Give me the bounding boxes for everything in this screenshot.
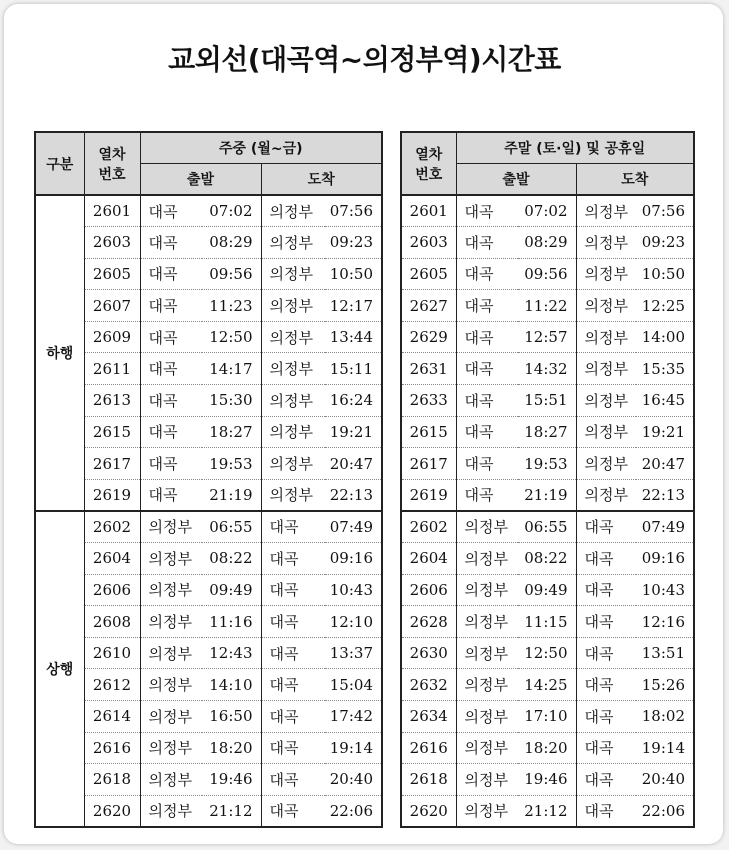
arrive-header: 도착 bbox=[261, 163, 382, 195]
arrive-time: 10:43 bbox=[325, 574, 382, 606]
table-row bbox=[35, 732, 382, 764]
depart-station: 의정부 bbox=[456, 637, 518, 669]
arrive-station: 의정부 bbox=[576, 479, 636, 511]
depart-station: 대곡 bbox=[456, 195, 518, 227]
table-row bbox=[35, 795, 382, 827]
train-number: 2609 bbox=[84, 321, 140, 353]
train-number: 2634 bbox=[401, 701, 456, 733]
arrive-station: 대곡 bbox=[576, 669, 636, 701]
table-row bbox=[35, 385, 382, 417]
depart-time: 19:46 bbox=[202, 764, 261, 796]
table-row bbox=[401, 479, 694, 511]
train-number: 2601 bbox=[401, 195, 456, 227]
depart-time: 06:55 bbox=[518, 511, 576, 543]
depart-time: 18:27 bbox=[518, 416, 576, 448]
depart-time: 12:43 bbox=[202, 637, 261, 669]
depart-header: 출발 bbox=[140, 163, 261, 195]
arrive-station: 대곡 bbox=[576, 637, 636, 669]
train-number: 2628 bbox=[401, 606, 456, 638]
depart-station: 대곡 bbox=[140, 416, 202, 448]
depart-time: 18:20 bbox=[202, 732, 261, 764]
depart-station: 의정부 bbox=[140, 764, 202, 796]
train-number: 2605 bbox=[84, 258, 140, 290]
train-number: 2617 bbox=[84, 448, 140, 480]
table-row bbox=[401, 669, 694, 701]
arrive-station: 대곡 bbox=[576, 732, 636, 764]
table-row bbox=[35, 511, 382, 543]
arrive-time: 17:42 bbox=[325, 701, 382, 733]
table-row bbox=[401, 795, 694, 827]
depart-time: 12:50 bbox=[202, 321, 261, 353]
depart-time: 12:50 bbox=[518, 637, 576, 669]
depart-station: 의정부 bbox=[140, 543, 202, 575]
train-number: 2619 bbox=[84, 479, 140, 511]
arrive-time: 15:35 bbox=[636, 353, 694, 385]
arrive-station: 대곡 bbox=[261, 764, 325, 796]
train-number: 2602 bbox=[84, 511, 140, 543]
depart-time: 16:50 bbox=[202, 701, 261, 733]
arrive-header: 도착 bbox=[576, 163, 694, 195]
arrive-station: 대곡 bbox=[261, 574, 325, 606]
table-row bbox=[401, 385, 694, 417]
table-row bbox=[401, 511, 694, 543]
depart-station: 대곡 bbox=[140, 385, 202, 417]
arrive-station: 대곡 bbox=[576, 574, 636, 606]
train-number: 2604 bbox=[401, 543, 456, 575]
arrive-station: 대곡 bbox=[261, 701, 325, 733]
depart-time: 11:22 bbox=[518, 290, 576, 322]
depart-station: 의정부 bbox=[140, 606, 202, 638]
table-row bbox=[401, 574, 694, 606]
depart-time: 09:49 bbox=[518, 574, 576, 606]
arrive-station: 의정부 bbox=[576, 448, 636, 480]
depart-station: 의정부 bbox=[456, 669, 518, 701]
train-number: 2620 bbox=[401, 795, 456, 827]
depart-time: 11:15 bbox=[518, 606, 576, 638]
table-row bbox=[401, 448, 694, 480]
depart-time: 08:22 bbox=[202, 543, 261, 575]
train-number: 2608 bbox=[84, 606, 140, 638]
depart-time: 11:23 bbox=[202, 290, 261, 322]
arrive-station: 대곡 bbox=[576, 606, 636, 638]
arrive-station: 대곡 bbox=[261, 543, 325, 575]
table-row bbox=[35, 669, 382, 701]
arrive-time: 09:23 bbox=[636, 227, 694, 259]
train-number: 2619 bbox=[401, 479, 456, 511]
table-row bbox=[35, 227, 382, 259]
arrive-time: 10:43 bbox=[636, 574, 694, 606]
arrive-time: 12:25 bbox=[636, 290, 694, 322]
table-row bbox=[401, 227, 694, 259]
arrive-station: 의정부 bbox=[261, 290, 325, 322]
depart-time: 19:53 bbox=[202, 448, 261, 480]
arrive-time: 12:17 bbox=[325, 290, 382, 322]
depart-time: 12:57 bbox=[518, 321, 576, 353]
arrive-station: 의정부 bbox=[261, 321, 325, 353]
arrive-time: 09:16 bbox=[325, 543, 382, 575]
depart-time: 08:29 bbox=[518, 227, 576, 259]
arrive-station: 의정부 bbox=[261, 227, 325, 259]
arrive-station: 의정부 bbox=[576, 353, 636, 385]
depart-station: 대곡 bbox=[140, 227, 202, 259]
table-row bbox=[401, 637, 694, 669]
arrive-time: 10:50 bbox=[636, 258, 694, 290]
weekend-timetable bbox=[400, 131, 695, 828]
table-row bbox=[401, 416, 694, 448]
train-number: 2604 bbox=[84, 543, 140, 575]
depart-time: 06:55 bbox=[202, 511, 261, 543]
depart-station: 의정부 bbox=[456, 764, 518, 796]
arrive-time: 19:21 bbox=[325, 416, 382, 448]
arrive-station: 대곡 bbox=[576, 764, 636, 796]
depart-station: 의정부 bbox=[140, 511, 202, 543]
table-row bbox=[401, 258, 694, 290]
train-number: 2611 bbox=[84, 353, 140, 385]
depart-station: 대곡 bbox=[140, 448, 202, 480]
arrive-station: 의정부 bbox=[576, 385, 636, 417]
depart-station: 대곡 bbox=[140, 290, 202, 322]
arrive-time: 19:21 bbox=[636, 416, 694, 448]
arrive-time: 20:40 bbox=[325, 764, 382, 796]
table-row bbox=[401, 290, 694, 322]
depart-station: 대곡 bbox=[456, 416, 518, 448]
depart-time: 14:25 bbox=[518, 669, 576, 701]
depart-time: 09:49 bbox=[202, 574, 261, 606]
depart-station: 의정부 bbox=[456, 701, 518, 733]
arrive-station: 대곡 bbox=[261, 606, 325, 638]
arrive-station: 의정부 bbox=[576, 195, 636, 227]
depart-station: 대곡 bbox=[140, 479, 202, 511]
arrive-time: 07:49 bbox=[636, 511, 694, 543]
depart-station: 대곡 bbox=[140, 195, 202, 227]
table-row bbox=[35, 764, 382, 796]
table-row bbox=[401, 321, 694, 353]
table-row bbox=[35, 637, 382, 669]
arrive-time: 22:13 bbox=[325, 479, 382, 511]
arrive-time: 15:04 bbox=[325, 669, 382, 701]
arrive-station: 대곡 bbox=[261, 795, 325, 827]
depart-time: 14:32 bbox=[518, 353, 576, 385]
direction-label: 상행 bbox=[35, 511, 84, 827]
arrive-time: 20:47 bbox=[636, 448, 694, 480]
train-number: 2605 bbox=[401, 258, 456, 290]
arrive-time: 15:11 bbox=[325, 353, 382, 385]
train-number: 2606 bbox=[401, 574, 456, 606]
arrive-station: 대곡 bbox=[261, 637, 325, 669]
table-row bbox=[35, 195, 382, 227]
weekday-header: 주중 (월~금) bbox=[140, 132, 382, 163]
table-row bbox=[35, 353, 382, 385]
table-row bbox=[401, 606, 694, 638]
depart-time: 07:02 bbox=[202, 195, 261, 227]
direction-label: 하행 bbox=[35, 195, 84, 511]
arrive-time: 13:44 bbox=[325, 321, 382, 353]
arrive-time: 13:51 bbox=[636, 637, 694, 669]
arrive-station: 의정부 bbox=[576, 227, 636, 259]
arrive-time: 20:40 bbox=[636, 764, 694, 796]
depart-station: 의정부 bbox=[140, 574, 202, 606]
depart-station: 의정부 bbox=[456, 543, 518, 575]
depart-time: 11:16 bbox=[202, 606, 261, 638]
train-number: 2616 bbox=[84, 732, 140, 764]
arrive-time: 14:00 bbox=[636, 321, 694, 353]
train-number: 2615 bbox=[401, 416, 456, 448]
depart-station: 대곡 bbox=[456, 385, 518, 417]
depart-station: 의정부 bbox=[456, 511, 518, 543]
table-row bbox=[401, 701, 694, 733]
depart-time: 09:56 bbox=[202, 258, 261, 290]
arrive-station: 의정부 bbox=[576, 258, 636, 290]
arrive-station: 대곡 bbox=[576, 795, 636, 827]
table-row bbox=[35, 321, 382, 353]
train-number: 2633 bbox=[401, 385, 456, 417]
arrive-time: 09:16 bbox=[636, 543, 694, 575]
depart-station: 의정부 bbox=[456, 795, 518, 827]
train-number: 2603 bbox=[401, 227, 456, 259]
arrive-time: 07:56 bbox=[636, 195, 694, 227]
arrive-time: 18:02 bbox=[636, 701, 694, 733]
arrive-time: 13:37 bbox=[325, 637, 382, 669]
depart-time: 21:19 bbox=[518, 479, 576, 511]
depart-time: 21:12 bbox=[518, 795, 576, 827]
table-row bbox=[35, 606, 382, 638]
arrive-station: 의정부 bbox=[261, 479, 325, 511]
depart-time: 08:29 bbox=[202, 227, 261, 259]
table-row bbox=[401, 543, 694, 575]
depart-station: 의정부 bbox=[140, 669, 202, 701]
depart-station: 대곡 bbox=[140, 258, 202, 290]
train-number: 2631 bbox=[401, 353, 456, 385]
arrive-time: 12:10 bbox=[325, 606, 382, 638]
train-number: 2632 bbox=[401, 669, 456, 701]
depart-station: 의정부 bbox=[140, 732, 202, 764]
train-number: 2630 bbox=[401, 637, 456, 669]
arrive-station: 의정부 bbox=[261, 195, 325, 227]
depart-station: 대곡 bbox=[456, 227, 518, 259]
weekday-timetable bbox=[34, 131, 383, 828]
table-row bbox=[35, 701, 382, 733]
arrive-station: 대곡 bbox=[261, 511, 325, 543]
train-number: 2612 bbox=[84, 669, 140, 701]
arrive-station: 대곡 bbox=[576, 701, 636, 733]
table-row bbox=[35, 448, 382, 480]
depart-time: 14:10 bbox=[202, 669, 261, 701]
train-number: 2620 bbox=[84, 795, 140, 827]
depart-time: 14:17 bbox=[202, 353, 261, 385]
train-number: 2627 bbox=[401, 290, 456, 322]
depart-time: 15:51 bbox=[518, 385, 576, 417]
train-number: 2601 bbox=[84, 195, 140, 227]
division-header: 구분 bbox=[35, 132, 84, 195]
depart-time: 19:46 bbox=[518, 764, 576, 796]
train-number: 2618 bbox=[84, 764, 140, 796]
train-number: 2603 bbox=[84, 227, 140, 259]
depart-station: 의정부 bbox=[456, 606, 518, 638]
depart-station: 대곡 bbox=[456, 290, 518, 322]
arrive-station: 의정부 bbox=[576, 321, 636, 353]
train-number: 2617 bbox=[401, 448, 456, 480]
depart-station: 의정부 bbox=[140, 637, 202, 669]
depart-time: 17:10 bbox=[518, 701, 576, 733]
arrive-time: 07:56 bbox=[325, 195, 382, 227]
arrive-station: 의정부 bbox=[261, 385, 325, 417]
depart-time: 07:02 bbox=[518, 195, 576, 227]
weekend-header: 주말 (토·일) 및 공휴일 bbox=[456, 132, 694, 163]
table-row bbox=[35, 479, 382, 511]
table-row bbox=[401, 195, 694, 227]
arrive-station: 의정부 bbox=[261, 258, 325, 290]
depart-station: 대곡 bbox=[456, 353, 518, 385]
depart-time: 15:30 bbox=[202, 385, 261, 417]
arrive-station: 의정부 bbox=[261, 416, 325, 448]
depart-station: 대곡 bbox=[456, 448, 518, 480]
arrive-time: 07:49 bbox=[325, 511, 382, 543]
arrive-time: 20:47 bbox=[325, 448, 382, 480]
arrive-station: 대곡 bbox=[576, 511, 636, 543]
arrive-time: 22:13 bbox=[636, 479, 694, 511]
arrive-station: 대곡 bbox=[576, 543, 636, 575]
table-row bbox=[401, 732, 694, 764]
table-row bbox=[401, 764, 694, 796]
depart-time: 19:53 bbox=[518, 448, 576, 480]
train-no-header: 열차 번호 bbox=[401, 132, 456, 195]
depart-station: 의정부 bbox=[140, 701, 202, 733]
arrive-time: 22:06 bbox=[636, 795, 694, 827]
arrive-time: 15:26 bbox=[636, 669, 694, 701]
train-number: 2607 bbox=[84, 290, 140, 322]
arrive-time: 10:50 bbox=[325, 258, 382, 290]
table-row bbox=[35, 258, 382, 290]
depart-station: 의정부 bbox=[140, 795, 202, 827]
arrive-time: 22:06 bbox=[325, 795, 382, 827]
arrive-time: 12:16 bbox=[636, 606, 694, 638]
train-number: 2629 bbox=[401, 321, 456, 353]
train-number: 2610 bbox=[84, 637, 140, 669]
train-number: 2614 bbox=[84, 701, 140, 733]
table-row bbox=[401, 353, 694, 385]
depart-time: 21:19 bbox=[202, 479, 261, 511]
depart-station: 대곡 bbox=[140, 353, 202, 385]
arrive-time: 16:24 bbox=[325, 385, 382, 417]
arrive-station: 대곡 bbox=[261, 669, 325, 701]
arrive-station: 의정부 bbox=[261, 448, 325, 480]
depart-header: 출발 bbox=[456, 163, 576, 195]
depart-station: 의정부 bbox=[456, 574, 518, 606]
table-row bbox=[35, 290, 382, 322]
depart-station: 의정부 bbox=[456, 732, 518, 764]
depart-station: 대곡 bbox=[140, 321, 202, 353]
arrive-time: 09:23 bbox=[325, 227, 382, 259]
table-row bbox=[35, 574, 382, 606]
arrive-station: 의정부 bbox=[261, 353, 325, 385]
train-number: 2615 bbox=[84, 416, 140, 448]
arrive-time: 16:45 bbox=[636, 385, 694, 417]
train-number: 2606 bbox=[84, 574, 140, 606]
depart-time: 09:56 bbox=[518, 258, 576, 290]
arrive-station: 의정부 bbox=[576, 416, 636, 448]
depart-station: 대곡 bbox=[456, 258, 518, 290]
depart-time: 18:20 bbox=[518, 732, 576, 764]
train-number: 2602 bbox=[401, 511, 456, 543]
table-row bbox=[35, 416, 382, 448]
depart-time: 08:22 bbox=[518, 543, 576, 575]
train-number: 2616 bbox=[401, 732, 456, 764]
depart-station: 대곡 bbox=[456, 479, 518, 511]
train-number: 2618 bbox=[401, 764, 456, 796]
depart-time: 18:27 bbox=[202, 416, 261, 448]
arrive-station: 대곡 bbox=[261, 732, 325, 764]
table-row bbox=[35, 543, 382, 575]
arrive-time: 19:14 bbox=[636, 732, 694, 764]
depart-time: 21:12 bbox=[202, 795, 261, 827]
depart-station: 대곡 bbox=[456, 321, 518, 353]
page-title: 교외선(대곡역~의정부역)시간표 bbox=[168, 43, 561, 76]
train-no-header: 열차 번호 bbox=[84, 132, 140, 195]
arrive-station: 의정부 bbox=[576, 290, 636, 322]
arrive-time: 19:14 bbox=[325, 732, 382, 764]
train-number: 2613 bbox=[84, 385, 140, 417]
